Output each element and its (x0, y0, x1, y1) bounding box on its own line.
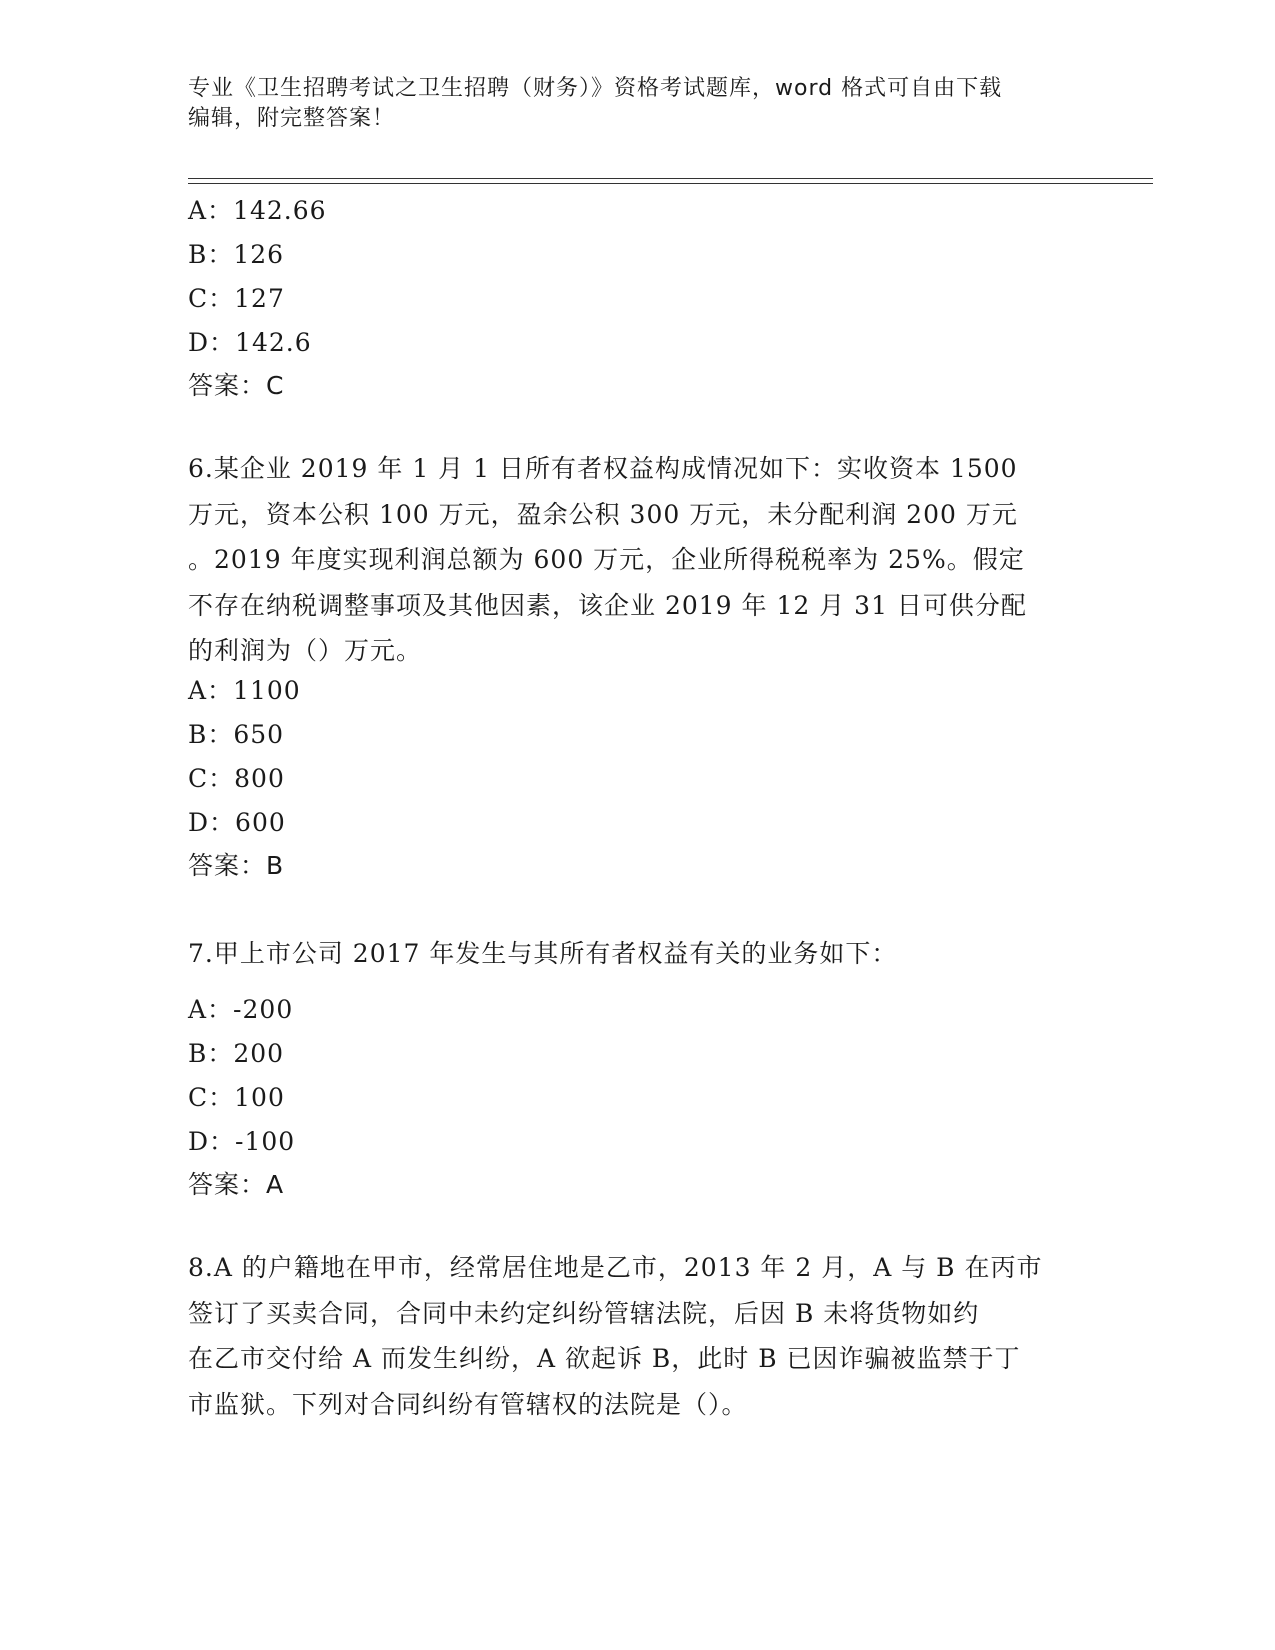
q6-stem-line-1: 6.某企业 2019 年 1 月 1 日所有者权益构成情况如下：实收资本 1500 (188, 454, 1018, 483)
q7-option-a: A：-200 (188, 995, 294, 1024)
q6-answer: 答案：B (188, 851, 285, 880)
q5-answer: 答案：C (188, 371, 285, 400)
q8-stem-line-1: 8.A 的户籍地在甲市，经常居住地是乙市，2013 年 2 月，A 与 B 在丙市 (188, 1253, 1043, 1282)
q6-option-c: C：800 (188, 764, 285, 793)
q7-stem-line-1: 7.甲上市公司 2017 年发生与其所有者权益有关的业务如下： (188, 939, 898, 968)
q6-option-d: D：600 (188, 808, 286, 837)
header-rule-top (188, 178, 1153, 179)
header-line-1: 专业《卫生招聘考试之卫生招聘（财务）》资格考试题库，word 格式可自由下载 (188, 76, 1003, 101)
q6-stem-line-3: 。2019 年度实现利润总额为 600 万元，企业所得税税率为 25%。假定 (188, 545, 1025, 574)
q5-option-c: C：127 (188, 284, 285, 313)
q5-option-d: D：142.6 (188, 328, 312, 357)
q6-stem-line-4: 不存在纳税调整事项及其他因素，该企业 2019 年 12 月 31 日可供分配 (188, 590, 1027, 620)
q7-answer: 答案：A (188, 1170, 285, 1199)
q5-option-b: B：126 (188, 240, 285, 269)
q8-stem (188, 1245, 1088, 1427)
q8-stem-line-4: 市监狱。下列对合同纠纷有管辖权的法院是（）。 (188, 1389, 748, 1419)
q6-option-a: A：1100 (188, 676, 301, 705)
header-rule-bottom (188, 183, 1153, 184)
q6-stem-line-2: 万元，资本公积 100 万元，盈余公积 300 万元，未分配利润 200 万元 (188, 499, 1018, 529)
header-line-2: 编辑，附完整答案！ (188, 106, 396, 131)
q6-option-b: B：650 (188, 720, 285, 749)
q6-stem (188, 446, 1088, 674)
q6-stem-line-5: 的利润为（）万元。 (188, 636, 423, 665)
q7-option-c: C：100 (188, 1083, 285, 1112)
q8-stem-line-2: 签订了买卖合同，合同中未约定纠纷管辖法院，后因 B 未将货物如约 (188, 1298, 980, 1328)
q8-stem-line-3: 在乙市交付给 A 而发生纠纷，A 欲起诉 B，此时 B 已因诈骗被监禁于丁 (188, 1344, 1021, 1373)
q5-option-a: A：142.66 (188, 196, 327, 225)
q7-option-b: B：200 (188, 1039, 285, 1068)
q7-option-d: D：-100 (188, 1127, 296, 1156)
q7-stem (188, 931, 1088, 977)
document-header (188, 74, 1088, 134)
